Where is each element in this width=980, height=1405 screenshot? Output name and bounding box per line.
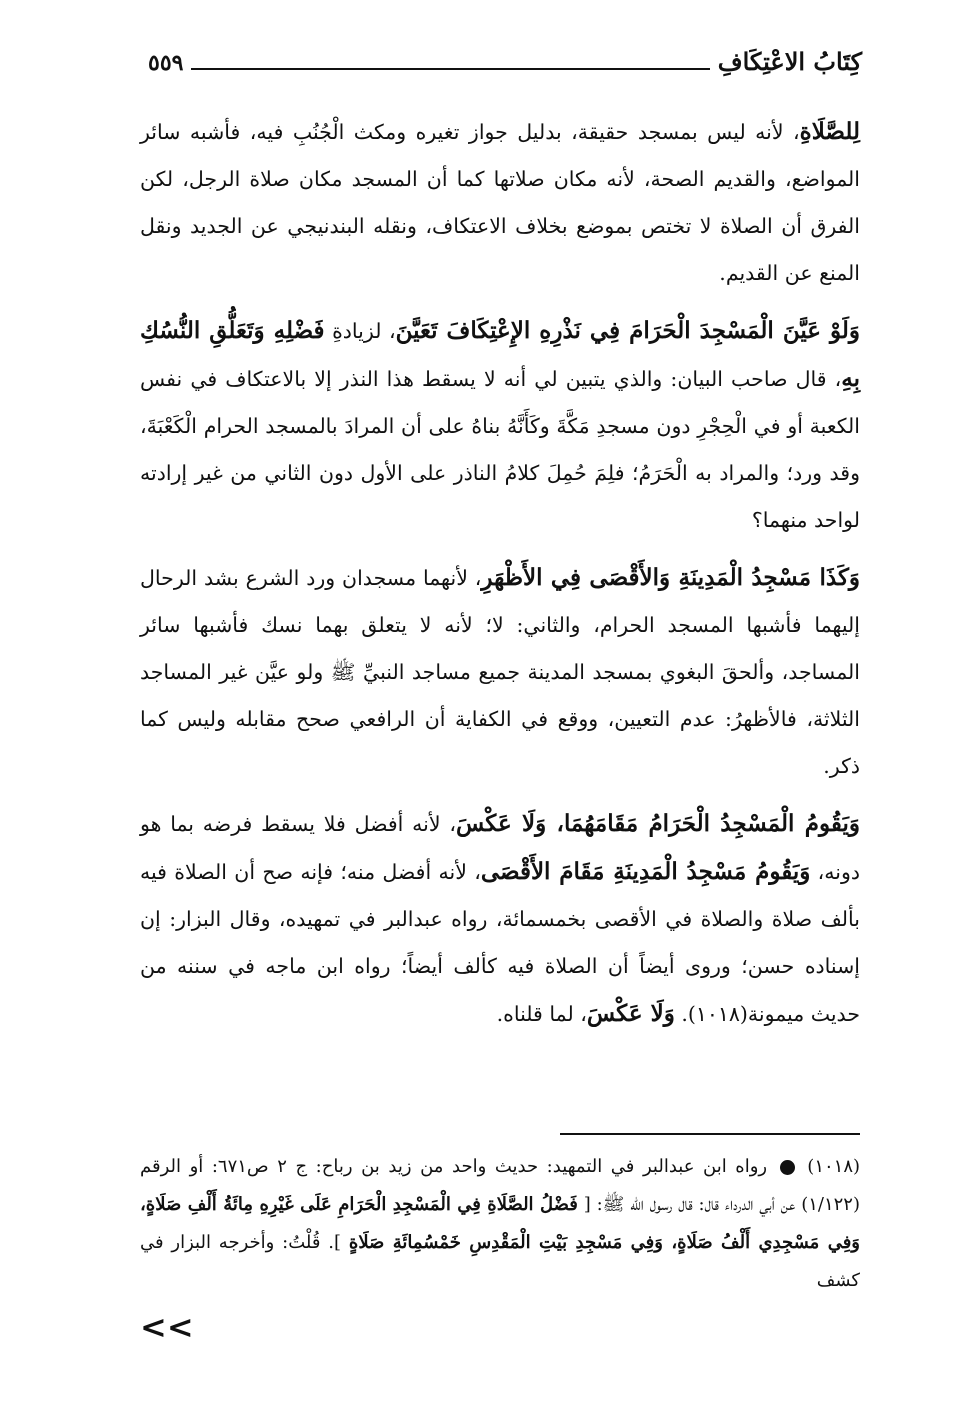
paragraph [140,108,860,297]
matn-text: وَلَا عَكْسَ [586,1000,675,1027]
paragraph [140,307,860,544]
footnote-separator [560,1133,860,1135]
footnote-segment: ]. قُلْتُ: وأخرجه البزار في كشف [140,1232,860,1291]
matn-text: وَلَوْ عَيَّنَ الْمَسْجِدَ الْحَرَامَ فِي نَذْرِهِ الإِعْتِكَافَ تَعَيَّنَ [395,317,860,344]
hadith-text: فَضْلُ الصَّلَاةِ فِي الْمَسْجِدِ الْحَرَامِ عَلَى غَيْرِهِ مِائَةُ أَلْفِ صَلَاةٍ، وَفِي مَسْجِدِي أَلْفُ صَلَاةٍ، وَفِي مَسْجِدِ بَيْتِ الْمَقْدِسِ خَمْسُمِائَةِ صَلَاةٍ [140,1194,860,1253]
footnote-number: (١٠١٨) [807,1156,861,1177]
matn-text: وَيَقُومُ مَسْجِدُ الْمَدِينَةِ مَقَامَ الأَقْصَى [480,858,811,885]
footnote-bullet-icon [780,1160,795,1175]
sharh-text: ، لأنه أفضل فلا يسقط فرضه بما هو دونه، [140,812,861,884]
paragraph [140,554,860,790]
sharh-text: ، لزيادةِ [324,319,396,343]
header-rule [191,68,709,70]
matn-text: وَيَقُومُ الْمَسْجِدُ الْحَرَامُ مَقَامَهُمَا، وَلَا عَكْسَ [455,810,860,837]
sharh-text: ، لأنه أفضل منه؛ فإنه صح أن الصلاة فيه بألف صلاة والصلاة في الأقصى بخمسمائة، رواه عبدالبر في تمهيده، وقال البزار: إن إسناده حسن؛ وروى أيضاً أن الصلاة فيه كألف أيضاً؛ رواه ابن ماجه في سننه من حديث ميمونة(١٠١٨). [140,860,860,1026]
body-text [140,108,860,1038]
sharh-text: ، لأنهما مسجدان ورد الشرع بشد الرحال إليهما فأشبها المسجد الحرام، والثاني: لا؛ لأنه لا يتعلق بهما نسك فأشبها سائر المساجد، وألحقَ البغوي بمسجد المدينة جميع مساجد النبيِّ ﷺ ولو عيَّن غير المساجد الثلاثة، فالأظهرُ: عدم التعيين، ووقع في الكفاية أن الرافعي صحح مقابله وليس كما ذكر. [140,566,860,778]
page-number: ٥٥٩ [148,50,184,76]
book-title: كِتَابُ الاعْتِكَافِ [717,47,862,76]
sharh-text: ، لأنه ليس بمسجد حقيقة، بدليل جواز تغيره ومكث الْجُنُبِ فيه، فأشبه سائر المواضع، والقديم الصحة، لأنه مكان صلاتها كما أن المسجد مكان صلاة الرجل، لكن الفرق أن الصلاة لا تختص بموضع بخلاف الاعتكاف، ونقله البندنيجي عن الجديد ونقل المنع عن القديم. [140,120,860,285]
sharh-text: ، لما قلناه. [496,1002,587,1026]
running-header [148,40,862,80]
continuation-mark: << [140,1308,194,1346]
sharh-text: ، قال صاحب البيان: والذي يتبين لي أنه لا يسقط هذا النذر إلا بالاعتكاف في نفس الكعبة أو في الْحِجْرِ دون مسجدِ مَكَّةَ وكَأَنَّهُ بناهُ على أن المرادَ بالمسجد الحرام الْكَعْبَةَ، وقد ورد؛ والمراد به الْحَرَمُ؛ فلِمَ حُمِلَ كلامُ الناذر على الأول دون الثاني من غير إرادته لواحد منهما؟ [140,367,860,532]
footnote-segment: رواه ابن عبدالبر في التمهيد: حديث واحد من زيد بن رباح: ج ٢ ص٦٧١: أو الرقم (١/١٢٢) عن أبي الدرداء قال: قال رسول الله ﷺ: [ [140,1156,860,1215]
matn-text: فَضْلِهِ وَتَعَلُّقِ النُّسُكِ بِهِ [140,317,860,392]
paragraph [140,800,860,1038]
matn-text: وَكَذَا مَسْجِدُ الْمَدِينَةِ وَالأَقْصَى فِي الأَظْهَرِ [481,564,860,591]
matn-text: لِلصَّلَاةِ [799,118,860,145]
footnote [140,1148,860,1300]
footnote-text [140,1156,860,1291]
